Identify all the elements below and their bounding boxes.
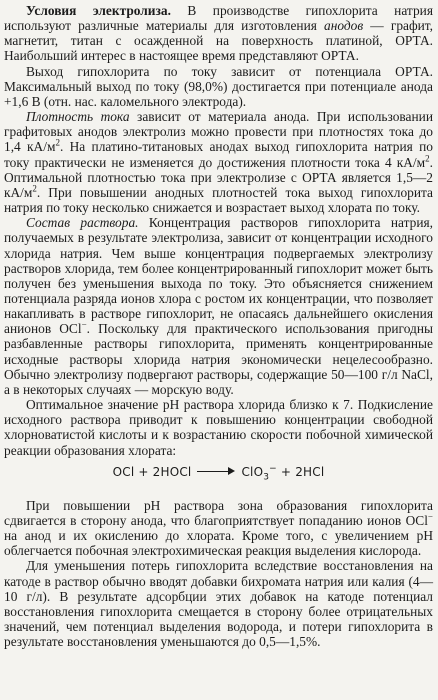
term-current-density: Плотность тока [26,109,130,125]
paragraph-solution-composition [4,215,433,397]
text-span: зависит от материала анода. При использовании графитовых анодов электролиз можно провести при плотностях тока до 1,4 кА/м [4,109,433,155]
paragraph-optimal-ph: Оптимальное значение pH раствора хлорида близко к 7. Подкисление исходного раствора приводит к повышению концентрации свободной хлорноватистой кислоты и к возрастанию скорости побочной химической реакции образования хлората: [4,397,433,458]
superscript: 2 [425,153,430,164]
text-span: При повышении pH раствора зона образования гипохлорита сдвигается в сторону анода, что благоприятствует попаданию ионов OCl [4,497,433,528]
superscript: − [269,463,277,474]
paragraph-current-yield: Выход гипохлорита по току зависит от потенциала ОРТА. Максимальный выход по току (98,0%) достигается при потенциале анода +1,6 В (отн. нас. каломельного электрода). [4,63,433,109]
paragraph-electrolysis-conditions [4,3,433,64]
term-solution-composition: Состав раствора. [26,215,139,231]
superscript: − [427,511,433,522]
paragraph-ph-increase [4,498,433,559]
paragraph-hypochlorite-losses: Для уменьшения потерь гипохлорита вследствие восстановления на катоде в раствор обычно вводят добавки бихромата натрия или калия (4—10 г/л). В результате адсорбции этих добавок на катоде потенциал восстановления гипохлорита смещается в сторону более отрицательных значений, чем потенциал выделения водорода, и потери гипохлорита в результате восстановления уменьшаются до 0,5—1,5%. [4,558,433,650]
equation-product: ClO [241,464,264,479]
text-span: . При повышении анодных плотностей тока выход гипохлорита натрия по току несколько снижается и возрастает выход хлората по току. [4,184,433,216]
text-span: на анод и их окислению до хлората. Кроме того, с увеличением pH облегчается побочная электрохимическая реакция выделения кислорода. [4,528,433,559]
text-span: — графит, магнетит, титан с осажденной на поверхность платиной, ОРТА. Наибольший интерес в настоящее время представляют ОРТА. [4,18,433,64]
superscript: − [81,319,87,330]
section-heading-electrolysis-conditions: Условия электролиза. [26,3,171,18]
equation-product: + 2HCl [276,464,325,479]
equation-reactants: OCl + 2HOCl [112,464,192,479]
subscript: 3 [263,472,270,483]
term-anodes: анодов [324,18,364,34]
text-span: Концентрация растворов гипохлорита натрия, получаемых в результате электролиза, зависит от концентрации исходного хлорида натрия. Чем выше концентрация подвергаемых электролизу растворов хлорида, тем более концентрированный гипохлорит может быть получен без уменьшения выхода по току. Это объясняется снижением потенциала разряда ионов хлора с ростом их концентрации, что позволяет накапливать в растворе гипохлорит, не опасаясь дальнейшего окисления анионов OCl [4,215,433,337]
paragraph-current-density [4,109,433,215]
text-span: . Поскольку для практического использования пригодны разбавленные растворы гипохлорита, применять концентрированные исходные растворы хлорида натрия экономически нецелесообразно. Обычно электролизу подвергают растворы, содержащие 50—100 г/л NaCl, а в некоторых случаях — морскую воду. [4,321,433,397]
text-span: . Оптимальной плотностью тока при электролизе с ОРТА является 1,5—2 кА/м [4,154,433,200]
chemical-equation [4,463,433,483]
text-span: . На платино-титановых анодах выход гипохлорита натрия по току практически не изменяется до достижения плотности тока 4 кА/м [4,139,433,170]
reaction-arrow-icon [197,467,235,477]
superscript: 2 [32,183,37,194]
text-span: В производстве гипохлорита натрия используют различные материалы для изготовления [4,3,433,34]
superscript: 2 [55,137,60,148]
